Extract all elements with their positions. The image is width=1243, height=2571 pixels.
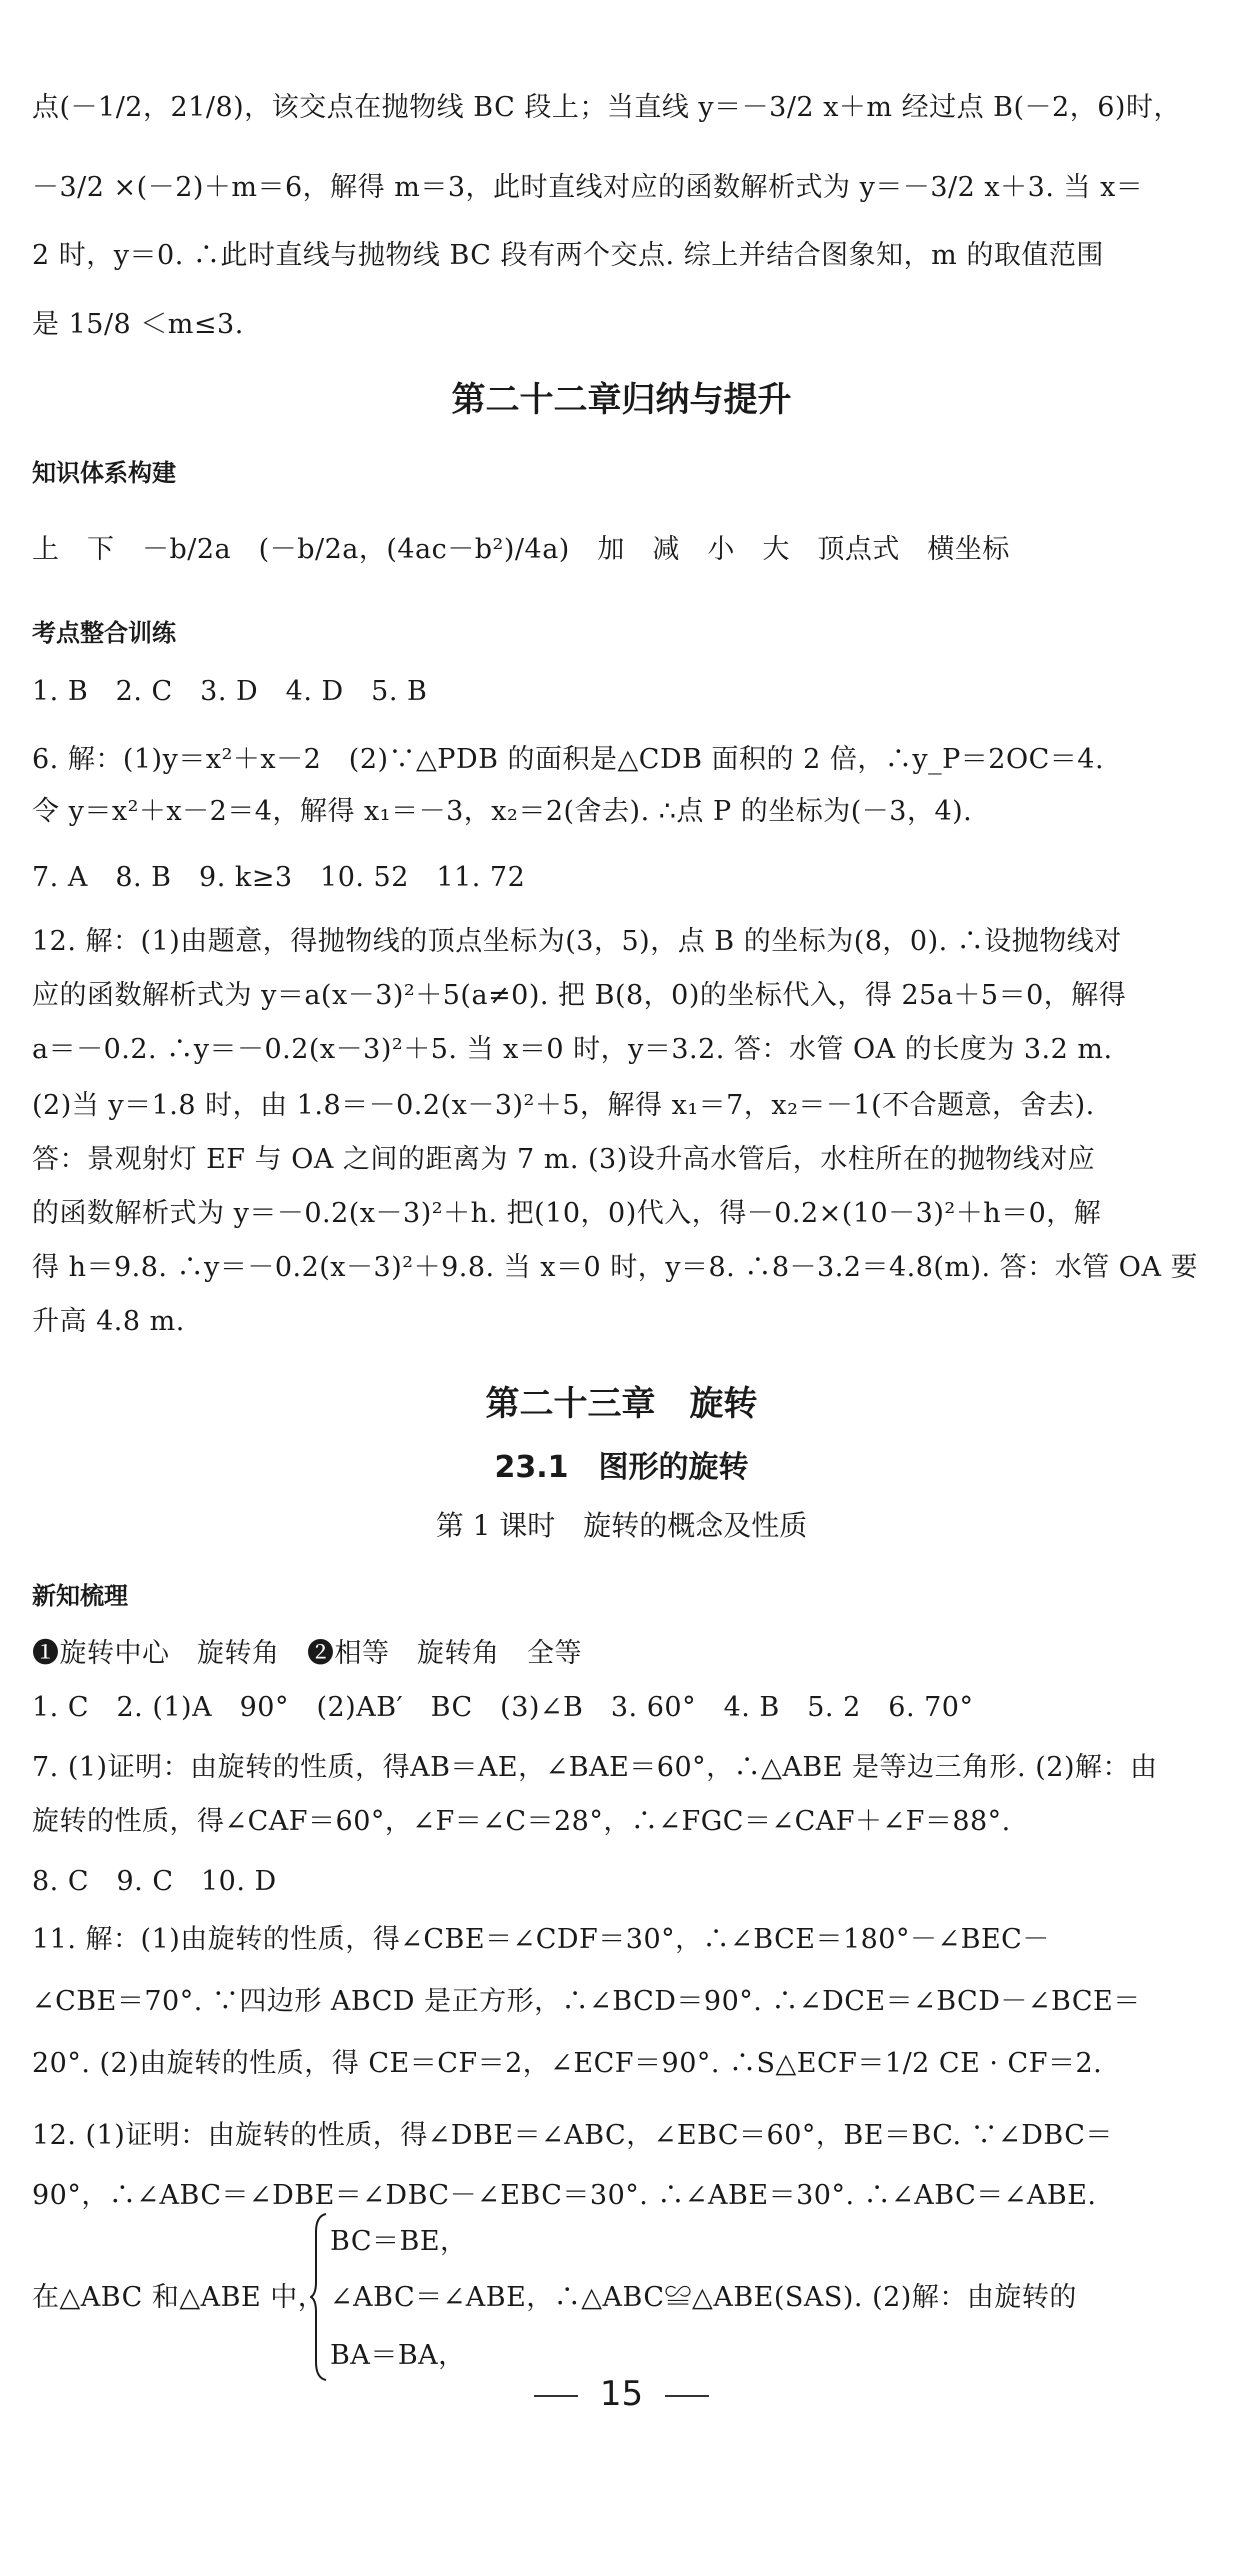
- section-title: 23.1 图形的旋转: [494, 1450, 749, 1485]
- text-line: 2 时，y＝0. ∴此时直线与抛物线 BC 段有两个交点. 综上并结合图象知，m 的取值范围: [32, 240, 1104, 271]
- text-line: 12. (1)证明：由旋转的性质，得∠DBE＝∠ABC，∠EBC＝60°，BE＝BC. ∵∠DBC＝: [32, 2120, 1113, 2151]
- text-line: 7. (1)证明：由旋转的性质，得AB＝AE，∠BAE＝60°，∴△ABE 是等边三角形. (2)解：由: [32, 1752, 1158, 1783]
- text-line: －3/2 ×(－2)＋m＝6，解得 m＝3，此时直线对应的函数解析式为 y＝－3/2 x＋3. 当 x＝: [32, 172, 1144, 203]
- system-line-mid: ∠ABC＝∠ABE，∴△ABC≌△ABE(SAS). (2)解：由旋转的: [330, 2282, 1077, 2313]
- text-line: (2)当 y＝1.8 时，由 1.8＝－0.2(x－3)²＋5，解得 x₁＝7，x₂＝－1(不合题意，舍去).: [32, 1090, 1095, 1121]
- page-footer: [0, 2372, 1243, 2416]
- text-line: 答：景观射灯 EF 与 OA 之间的距离为 7 m. (3)设升高水管后，水柱所在的抛物线对应: [32, 1144, 1096, 1175]
- text-line: 7. A 8. B 9. k≥3 10. 52 11. 72: [32, 862, 526, 893]
- text-line: 6. 解：(1)y＝x²＋x－2 (2)∵△PDB 的面积是△CDB 面积的 2 倍，∴y_P＝2OC＝4.: [32, 744, 1105, 775]
- text-line: a＝－0.2. ∴y＝－0.2(x－3)²＋5. 当 x＝0 时，y＝3.2. 答：水管 OA 的长度为 3.2 m.: [32, 1034, 1113, 1065]
- system-prefix: 在△ABC 和△ABE 中，: [32, 2282, 326, 2313]
- lesson-title: 第 1 课时 旋转的概念及性质: [435, 1509, 808, 1542]
- footer-dash-left: [534, 2395, 578, 2397]
- system-line-bottom: BA＝BA，: [330, 2340, 466, 2371]
- page-number: 15: [599, 2374, 644, 2414]
- chapter-title: 第二十二章归纳与提升: [451, 380, 792, 420]
- text-line: 升高 4.8 m.: [32, 1306, 185, 1337]
- footer-dash-right: [665, 2395, 709, 2397]
- section-heading: 新知梳理: [32, 1582, 128, 1610]
- system-line-top: BC＝BE，: [330, 2226, 468, 2257]
- text-line: 20°. (2)由旋转的性质，得 CE＝CF＝2，∠ECF＝90°. ∴S△ECF＝1/2 CE · CF＝2.: [32, 2048, 1103, 2079]
- text-line: 90°，∴∠ABC＝∠DBE＝∠DBC－∠EBC＝30°. ∴∠ABE＝30°. ∴∠ABC＝∠ABE.: [32, 2180, 1097, 2211]
- section-heading: 知识体系构建: [32, 459, 176, 487]
- text-line: 12. 解：(1)由题意，得抛物线的顶点坐标为(3，5)，点 B 的坐标为(8，0). ∴设抛物线对: [32, 926, 1122, 957]
- chapter-title: 第二十三章 旋转: [485, 1384, 758, 1424]
- text-line: 旋转的性质，得∠CAF＝60°，∠F＝∠C＝28°，∴∠FGC＝∠CAF＋∠F＝88°.: [32, 1806, 1011, 1837]
- text-line: 得 h＝9.8. ∴y＝－0.2(x－3)²＋9.8. 当 x＝0 时，y＝8. ∴8－3.2＝4.8(m). 答：水管 OA 要: [32, 1252, 1199, 1283]
- text-line: 1. C 2. (1)A 90° (2)AB′ BC (3)∠B 3. 60° 4. B 5. 2 6. 70°: [32, 1692, 974, 1723]
- text-line: 点(－1/2，21/8)，该交点在抛物线 BC 段上；当直线 y＝－3/2 x＋m 经过点 B(－2，6)时，: [32, 92, 1181, 123]
- text-line: 11. 解：(1)由旋转的性质，得∠CBE＝∠CDF＝30°，∴∠BCE＝180°－∠BEC－: [32, 1924, 1050, 1955]
- text-line: 1. B 2. C 3. D 4. D 5. B: [32, 676, 428, 707]
- section-heading: 考点整合训练: [32, 619, 176, 647]
- text-line: 上 下 －b/2a (－b/2a，(4ac－b²)/4a) 加 减 小 大 顶点式 横坐标: [32, 534, 1010, 565]
- text-line: 8. C 9. C 10. D: [32, 1866, 277, 1897]
- text-line: 应的函数解析式为 y＝a(x－3)²＋5(a≠0). 把 B(8，0)的坐标代入，得 25a＋5＝0，解得: [32, 980, 1127, 1011]
- left-brace-icon: [310, 2212, 328, 2382]
- text-line: 是 15/8 ＜m≤3.: [32, 309, 244, 340]
- text-line: 令 y＝x²＋x－2＝4，解得 x₁＝－3，x₂＝2(舍去). ∴点 P 的坐标为(－3，4).: [32, 796, 973, 827]
- text-line: ∠CBE＝70°. ∵四边形 ABCD 是正方形，∴∠BCD＝90°. ∴∠DCE＝∠BCD－∠BCE＝: [32, 1986, 1141, 2017]
- text-line: 的函数解析式为 y＝－0.2(x－3)²＋h. 把(10，0)代入，得－0.2×(10－3)²＋h＝0，解: [32, 1198, 1102, 1229]
- text-line: ❶旋转中心 旋转角 ❷相等 旋转角 全等: [32, 1638, 582, 1669]
